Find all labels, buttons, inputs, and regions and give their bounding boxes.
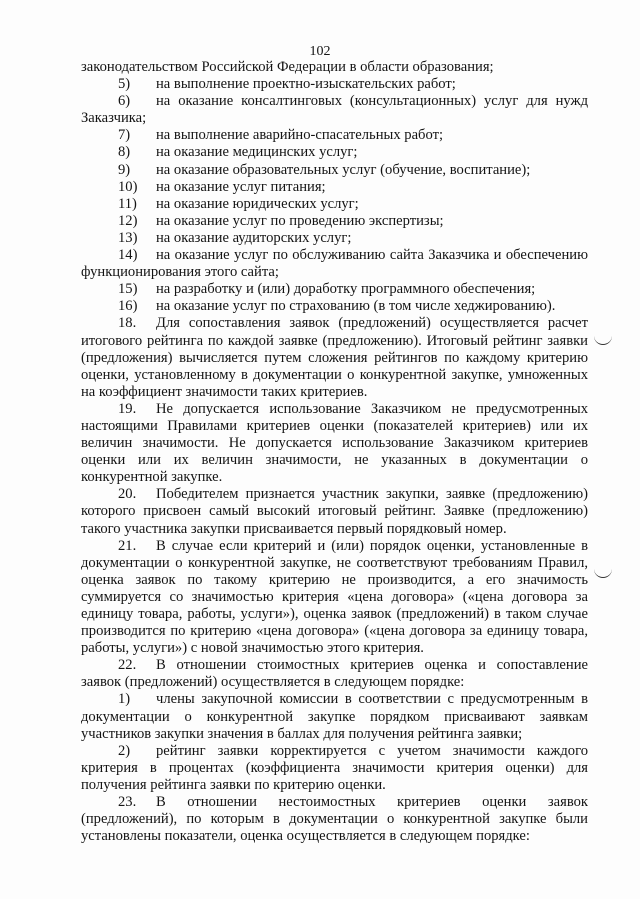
numbered-paragraph bbox=[81, 657, 588, 691]
list-item-number: 1) bbox=[118, 691, 131, 708]
paragraph-number: 23. bbox=[118, 794, 137, 811]
paragraph-text: Не допускается использование Заказчиком не предусмотренных настоящими Правилами критериев оценки (показателей критериев) или их величин значимости. Не допускается использование Заказчиком критериев оценки или их величин значимости, не указанных в документации о конкурентной закупке. bbox=[81, 400, 588, 486]
list-item bbox=[81, 127, 588, 144]
list-item-number: 12) bbox=[118, 212, 138, 229]
list-item-text: на оказание образовательных услуг (обучение, воспитание); bbox=[156, 161, 531, 178]
paragraph-text: Победителем признается участник закупки, заявке (предложению) которого присвоен самый высокий итоговый рейтинг. Заявке (предложению) такого участника закупки присваивается первый порядковый номер. bbox=[81, 486, 588, 537]
list-item bbox=[81, 298, 588, 315]
list-item-text: на разработку и (или) доработку программного обеспечения; bbox=[156, 281, 536, 298]
list-item-text: на выполнение проектно-изыскательских работ; bbox=[156, 76, 456, 93]
list-item-number: 11) bbox=[118, 195, 137, 212]
paragraph-number: 21. bbox=[118, 537, 137, 554]
list-item bbox=[81, 144, 588, 161]
numbered-paragraph bbox=[81, 315, 588, 400]
list-item-number: 8) bbox=[118, 144, 131, 161]
paragraph-number: 22. bbox=[118, 657, 137, 674]
paragraph-text: Для сопоставления заявок (предложений) осуществляется расчет итогового рейтинга по каждой заявке (предложению). Итоговый рейтинг заявки (предложения) вычисляется путем сложения рейтингов по каждому критерию оценки, установленному в документации о конкурентной закупке, умноженных на коэффициент значимости таких критериев. bbox=[81, 315, 588, 400]
numbered-paragraph bbox=[81, 401, 588, 486]
paragraph-number: 18. bbox=[118, 315, 137, 332]
paragraph-text: законодательством Российской Федерации в области образования; bbox=[81, 59, 494, 75]
numbered-paragraph bbox=[81, 486, 588, 537]
list-item-number: 16) bbox=[118, 298, 138, 315]
list-item-number: 6) bbox=[118, 93, 131, 110]
list-item-text: на оказание юридических услуг; bbox=[156, 195, 359, 212]
page-number: 102 bbox=[309, 44, 331, 59]
list-item-text: члены закупочной комиссии в соответствии с предусмотренным в документации о конкурентной закупке порядком присваивают заявкам участников закупки значения в баллах для получения рейтинга заявки; bbox=[81, 691, 588, 742]
list-item-text: на оказание услуг по проведению экспертизы; bbox=[156, 212, 444, 229]
text-paragraph bbox=[81, 59, 588, 76]
list-item bbox=[81, 743, 588, 794]
list-item bbox=[81, 281, 588, 298]
list-item-number: 15) bbox=[118, 281, 138, 298]
paragraph-text: В отношении нестоимостных критериев оценки заявок (предложений), по которым в документации о конкурентной закупке были установлены показатели, оценка осуществляется в следующем порядке: bbox=[81, 794, 588, 845]
list-item-number: 7) bbox=[118, 127, 131, 144]
numbered-paragraph bbox=[81, 538, 588, 658]
list-item-text: на оказание аудиторских услуг; bbox=[156, 229, 352, 246]
list-item-text: на выполнение аварийно-спасательных работ; bbox=[156, 127, 444, 144]
list-item bbox=[81, 179, 588, 196]
paragraph-number: 20. bbox=[118, 486, 137, 503]
list-item-text: на оказание услуг питания; bbox=[156, 178, 326, 195]
list-item-text: на оказание медицинских услуг; bbox=[156, 144, 358, 161]
list-item bbox=[81, 691, 588, 742]
document-body bbox=[81, 59, 588, 845]
numbered-paragraph bbox=[81, 794, 588, 845]
list-item-text: на оказание консалтинговых (консультационных) услуг для нужд Заказчика; bbox=[81, 93, 588, 127]
list-item-text: рейтинг заявки корректируется с учетом значимости каждого критерия в процентах (коэффициента значимости критерия оценки) для получения рейтинга заявки по критерию оценки. bbox=[81, 742, 588, 793]
margin-mark bbox=[594, 336, 612, 345]
paragraph-text: В случае если критерий и (или) порядок оценки, установленные в документации о конкурентной закупке, не соответствуют требованиям Правил, оценка заявок по такому критерию не производится, а его значимость суммируется со значимостью критерия «цена договора» («цена договора за единицу товара, работы, услуги»), оценка заявок (предложений) в таком случае производится по критерию «цена договора» («цена договора за единицу товара, работы, услуги») с новой значимостью этого критерия. bbox=[81, 537, 588, 657]
list-item-number: 10) bbox=[118, 178, 138, 195]
paragraph-text: В отношении стоимостных критериев оценка и сопоставление заявок (предложений) осуществляется в следующем порядке: bbox=[81, 657, 588, 691]
list-item-text: на оказание услуг по обслуживанию сайта Заказчика и обеспечению функционирования этого сайта; bbox=[81, 247, 588, 281]
list-item bbox=[81, 230, 588, 247]
paragraph-number: 19. bbox=[118, 400, 137, 417]
list-item-number: 2) bbox=[118, 742, 131, 759]
margin-mark bbox=[594, 569, 612, 578]
list-item bbox=[81, 196, 588, 213]
list-item bbox=[81, 76, 588, 93]
list-item-number: 5) bbox=[118, 76, 131, 93]
list-item-text: на оказание услуг по страхованию (в том числе хеджированию). bbox=[156, 298, 556, 315]
list-item-number: 13) bbox=[118, 229, 138, 246]
list-item bbox=[81, 247, 588, 281]
list-item bbox=[81, 93, 588, 127]
list-item-number: 14) bbox=[118, 247, 138, 264]
list-item bbox=[81, 213, 588, 230]
list-item bbox=[81, 162, 588, 179]
list-item-number: 9) bbox=[118, 161, 131, 178]
